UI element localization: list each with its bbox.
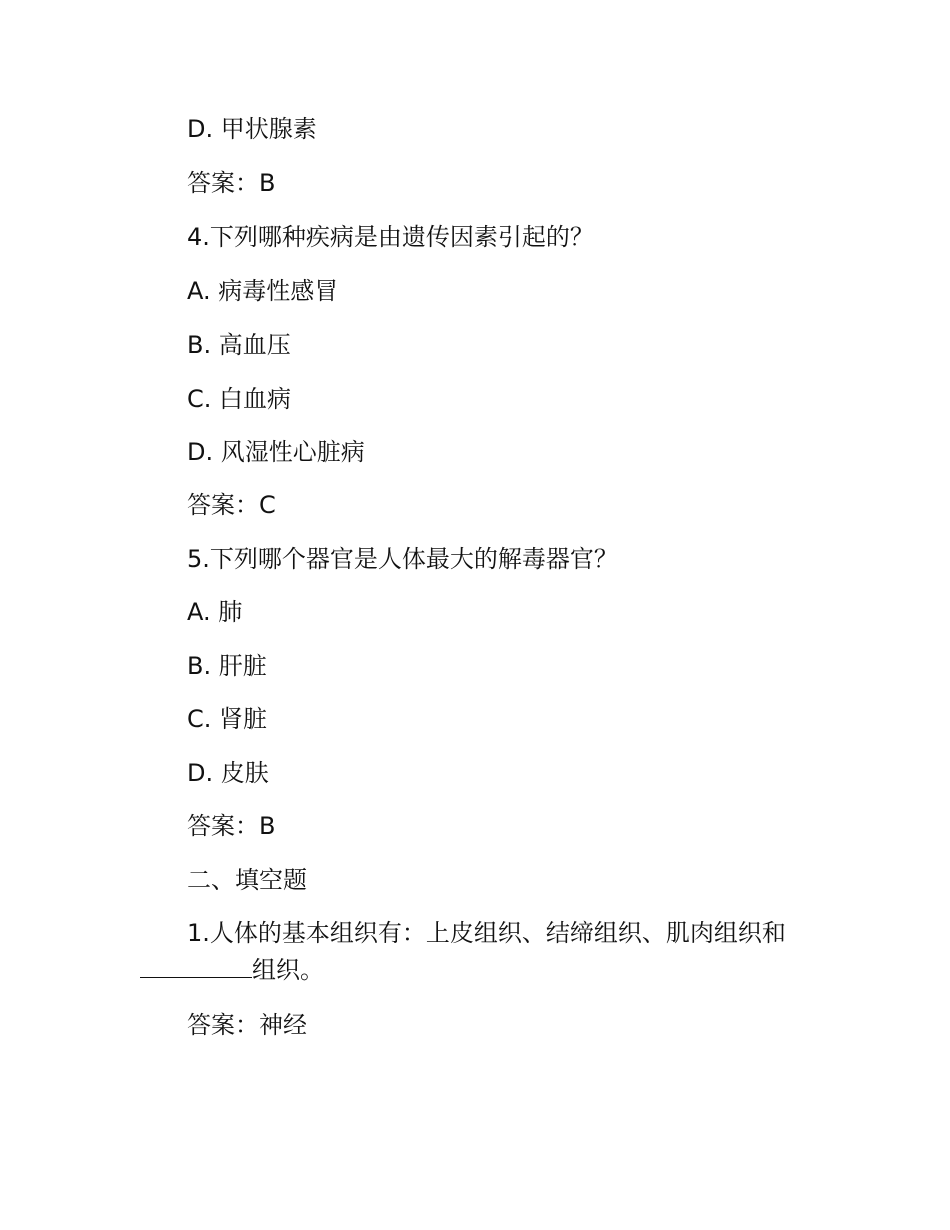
question-4: 4.下列哪种疾病是由遗传因素引起的？	[187, 223, 594, 251]
option-c-q4: C. 白血病	[187, 385, 292, 413]
option-d-q5: D. 皮肤	[187, 759, 269, 787]
question-5: 5.下列哪个器官是人体最大的解毒器官？	[187, 545, 618, 573]
answer-q3: 答案：B	[187, 169, 276, 197]
option-b-q4: B. 高血压	[187, 331, 291, 359]
fill-blank-question-1: 1.人体的基本组织有：上皮组织、结缔组织、肌肉组织和	[187, 919, 786, 947]
answer-fill-blank-1: 答案：神经	[187, 1011, 307, 1039]
option-c-q5: C. 肾脏	[187, 705, 268, 733]
fill-blank-line	[140, 955, 252, 978]
fill-blank-suffix: 组织。	[252, 956, 324, 984]
answer-q5: 答案：B	[187, 812, 276, 840]
option-d-q4: D. 风湿性心脏病	[187, 438, 365, 466]
option-b-q5: B. 肝脏	[187, 652, 267, 680]
option-a-q4: A. 病毒性感冒	[187, 277, 339, 305]
fill-blank-question-1-continuation	[140, 955, 324, 985]
option-a-q5: A. 肺	[187, 598, 243, 626]
section-heading-fill-blank: 二、填空题	[187, 866, 307, 894]
answer-q4: 答案：C	[187, 491, 276, 519]
option-d-q3: D. 甲状腺素	[187, 115, 317, 143]
